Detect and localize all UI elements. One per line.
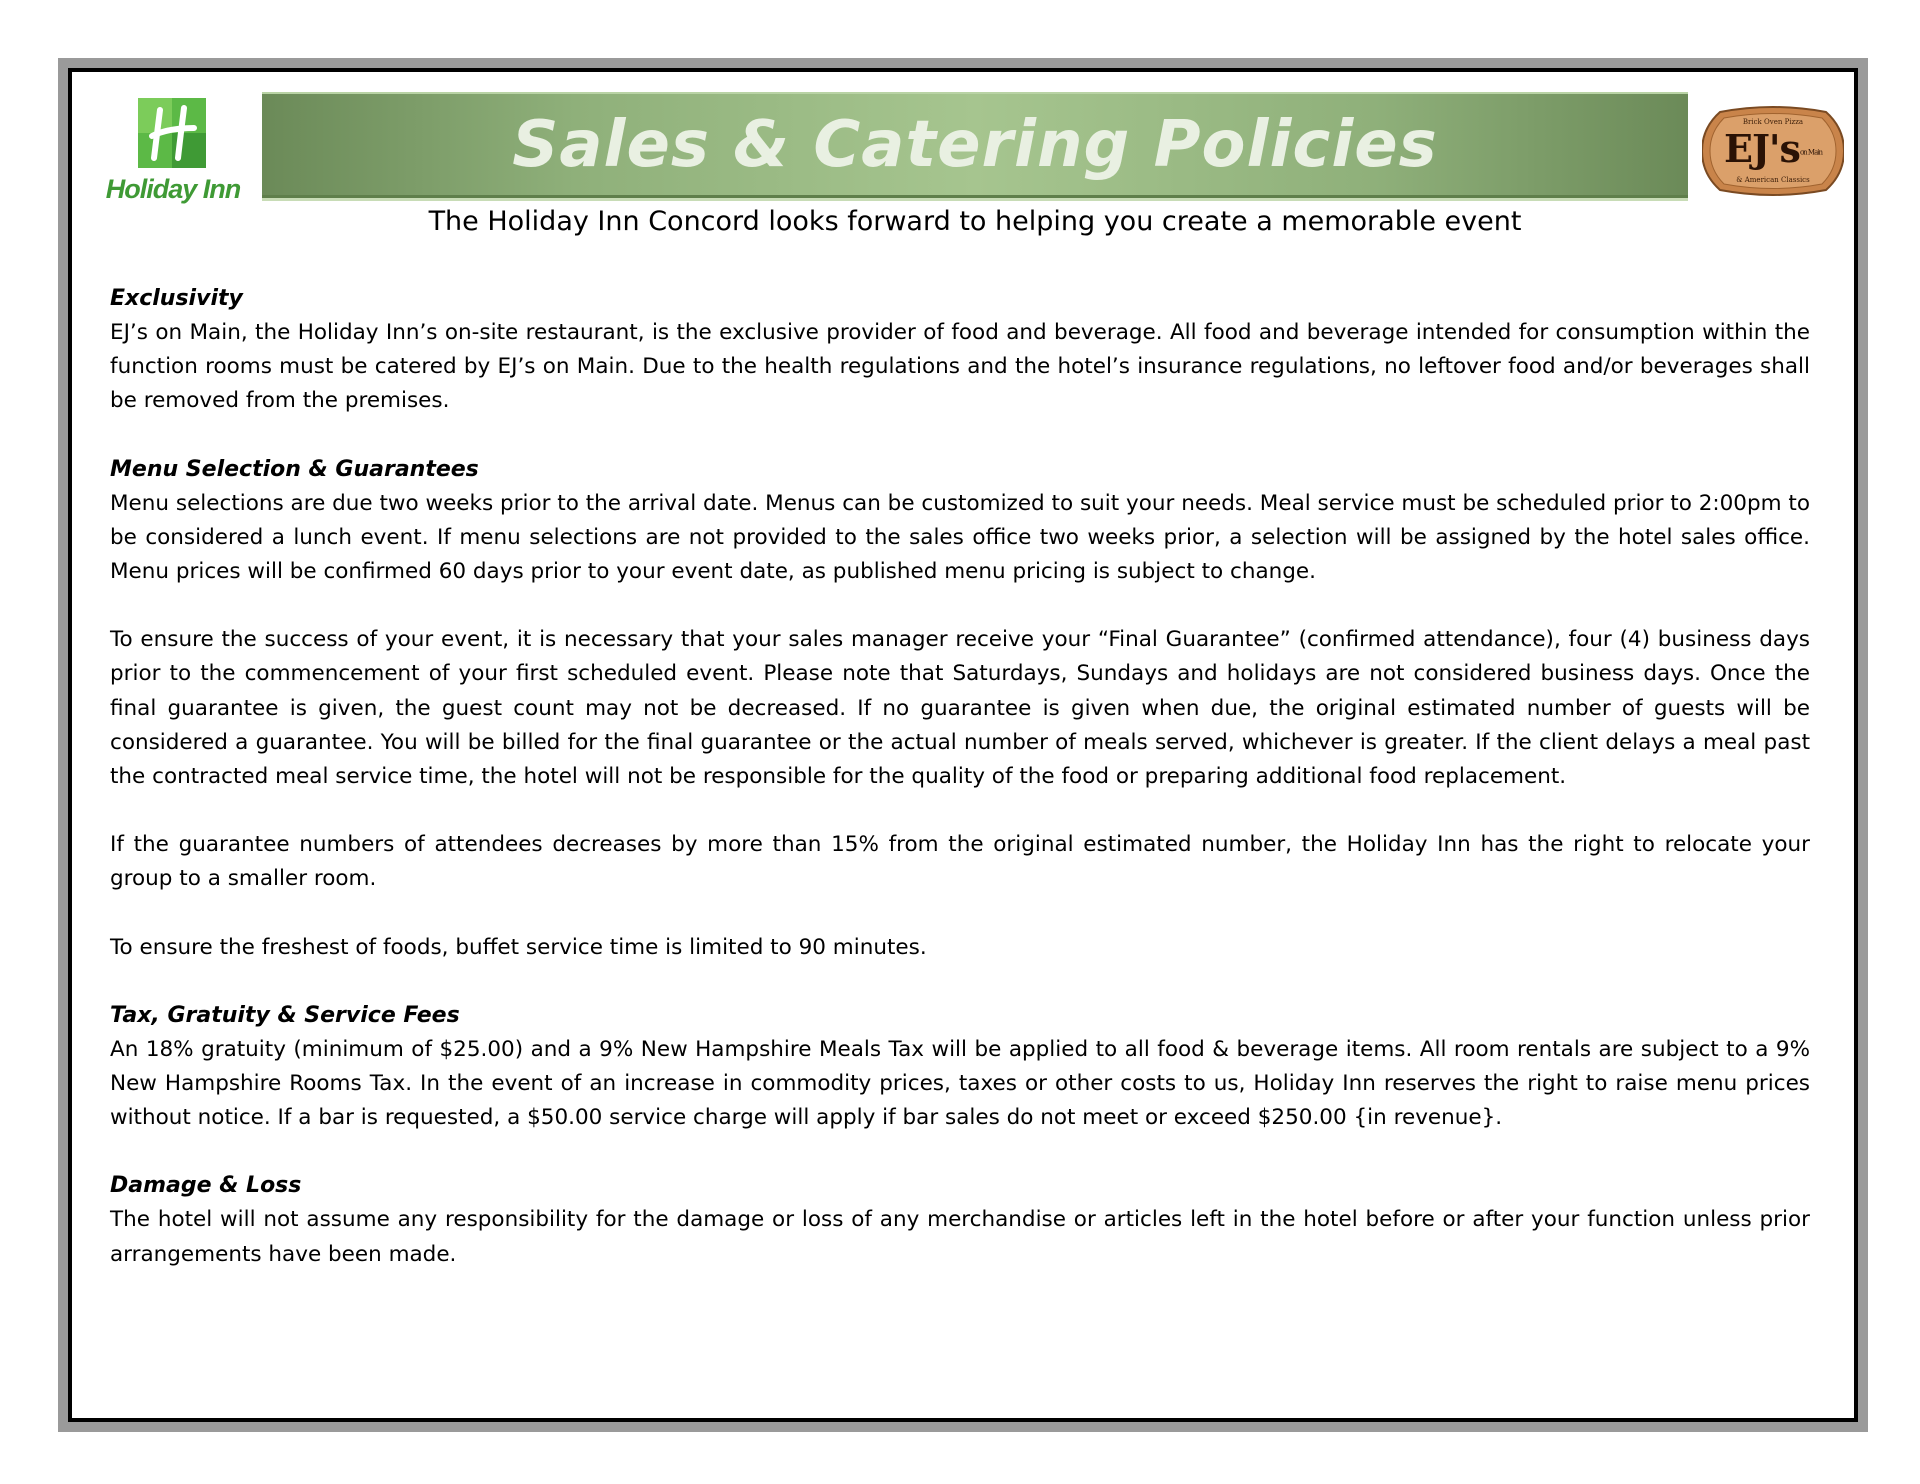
ejs-logo-top-text: Brick Oven Pizza [1742, 118, 1804, 126]
ejs-logo-side-text: on Main [1799, 148, 1823, 157]
holiday-inn-h-mark-icon [138, 98, 206, 168]
section-heading-exclusivity: Exclusivity [110, 286, 243, 311]
ejs-logo-main-text: EJ'son Main [1723, 126, 1823, 171]
page-subtitle: The Holiday Inn Concord looks forward to helping you create a memorable event [428, 206, 1522, 237]
ejs-logo [1702, 106, 1844, 196]
section-heading-damage: Damage & Loss [110, 1173, 302, 1199]
page-title: Sales & Catering Policies [512, 108, 1438, 182]
section-text-tax: An 18% gratuity (minimum of $25.00) and a 9% New Hampshire Meals Tax will be applied to all food & beverage items. All room rentals are subject to a 9% New Hampshire Rooms Tax. In the event of an increase in commodity prices, taxes or other costs to us, Holiday Inn reserves the right to raise menu prices without notice. If a bar is requested, a $50.00 service charge will apply if bar sales do not meet or exceed $250.00 {in revenue}. [110, 1036, 1810, 1131]
policies-content [110, 282, 1810, 1272]
section-text-menu-4: To ensure the freshest of foods, buffet service time is limited to 90 minutes. [110, 934, 927, 960]
section-text-exclusivity: EJ’s on Main, the Holiday Inn’s on-site restaurant, is the exclusive provider of food and beverage. All food and beverage intended for consumption within the function rooms must be catered by EJ’s on Main. Due to the health regulations and the hotel’s insurance regulations, no leftover food and/or beverages shall be removed from the premises. [110, 320, 1810, 414]
holiday-inn-wordmark: Holiday Inn [105, 174, 241, 204]
section-text-menu-2: To ensure the success of your event, it is necessary that your sales manager receive your “Final Guarantee” (confirmed attendance), four (4) business days prior to the commencement of your first scheduled event. Please note that Saturdays, Sundays and holidays are not considered business days. Once the final guarantee is given, the guest count may not be decreased. If no guarantee is given when due, the original estimated number of guests will be considered a guarantee. You will be billed for the final guarantee or the actual number of meals served, whichever is greater. If the client delays a meal past the contracted meal service time, the hotel will not be responsible for the quality of the food or preparing additional food replacement. [110, 627, 1810, 790]
ejs-logo-bottom-text: & American Classics [1736, 176, 1810, 184]
section-text-damage: The hotel will not assume any responsibility for the damage or loss of any merchandise or articles left in the hotel before or after your function unless prior arrangements have been made. [110, 1207, 1810, 1267]
holiday-inn-logo [100, 98, 246, 216]
section-heading-tax: Tax, Gratuity & Service Fees [110, 1002, 460, 1028]
section-text-menu-1: Menu selections are due two weeks prior to the arrival date. Menus can be customized to suit your needs. Meal service must be scheduled prior to 2:00pm to be considered a lunch event. If menu selections are not provided to the sales office two weeks prior, a selection will be assigned by the hotel sales office. Menu prices will be confirmed 60 days prior to your event date, as published menu pricing is subject to change. [110, 490, 1810, 585]
title-banner [262, 92, 1688, 198]
section-heading-menu: Menu Selection & Guarantees [110, 456, 479, 482]
section-text-menu-3: If the guarantee numbers of attendees decreases by more than 15% from the original estimated number, the Holiday Inn has the right to relocate your group to a smaller room. [110, 832, 1810, 892]
